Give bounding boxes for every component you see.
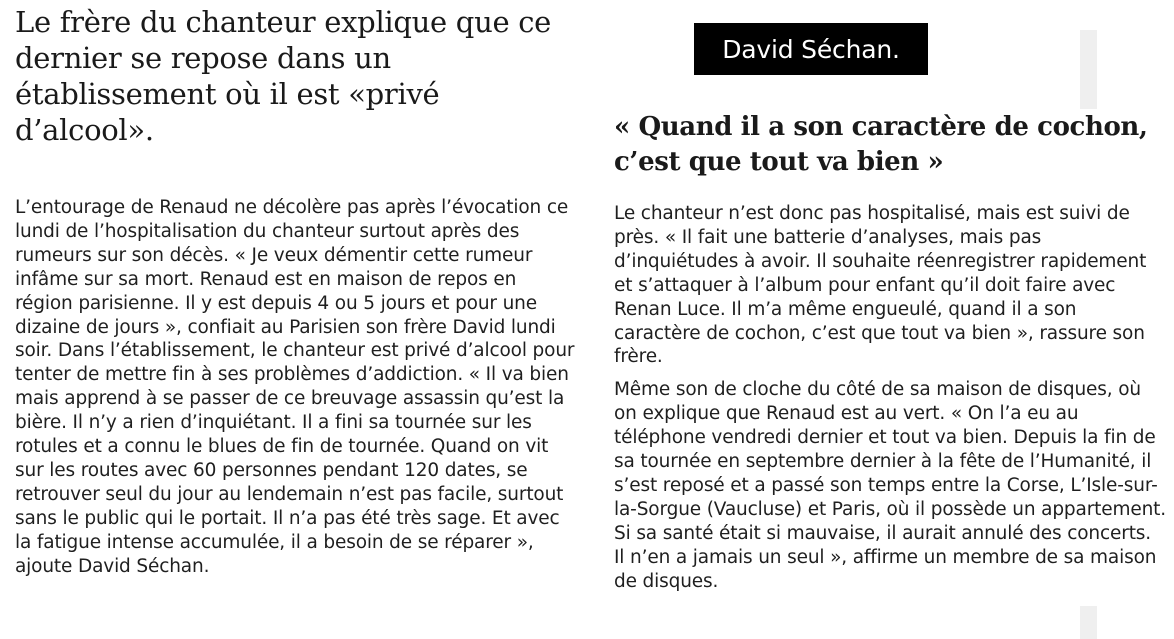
quote-heading: « Quand il a son caractère de cochon, c’est que tout va bien » <box>614 112 1148 177</box>
lead-heading: Le frère du chanteur explique que ce dernier se repose dans un établissement où il est «privé d’alcool». <box>15 5 552 147</box>
article-paragraph: Même son de cloche du côté de sa maison de disques, où on explique que Renaud est au vert. « On l’a eu au téléphone vendredi dernier et tout va bien. Depuis la fin de sa tournée en septembre dernier à la fête de l’Humanité, il s’est reposé et a passé son temps entre la Corse, L’Isle-sur-la-Sorgue (Vaucluse) et Paris, où il possède un appartement. Si sa santé était si mauvaise, il aurait annulé des concerts. Il n’en a jamais un seul », affirme un membre de sa maison de disques. <box>614 379 1167 592</box>
right-column <box>614 110 1166 594</box>
article-paragraph: Le chanteur n’est donc pas hospitalisé, mais est suivi de près. « Il fait une batterie d’analyses, mais pas d’inquiétudes à avoir. Il souhaite réenregistrer rapidement et s’attaquer à l’album pour enfant qu’il doit faire avec Renan Luce. Il m’a même engueulé, quand il a son caractère de cochon, c’est que tout va bien », rassure son frère. <box>614 203 1147 368</box>
photo-caption: David Séchan. <box>722 34 900 64</box>
side-strip-bottom <box>1080 606 1097 639</box>
article-paragraph: L’entourage de Renaud ne décolère pas après l’évocation ce lundi de l’hospitalisation du chanteur surtout après des rumeurs sur son décès. « Je veux démentir cette rumeur infâme sur sa mort. Renaud est en maison de repos en région parisienne. Il y est depuis 4 ou 5 jours et pour une dizaine de jours », confiait au Parisien son frère David lundi soir. Dans l’établissement, le chanteur est privé d’alcool pour tenter de mettre fin à ses problèmes d’addiction. « Il va bien mais apprend à se passer de ce breuvage assassin qu’est la bière. Il n’y a rien d’inquiétant. Il a fini sa tournée sur les rotules et a connu le blues de fin de tournée. Quand on vit sur les routes avec 60 personnes pendant 120 dates, se retrouver seul du jour au lendemain n’est pas facile, surtout sans le public qui le portait. Il n’a pas été très sage. Et avec la fatigue intense accumulée, il a besoin de se réparer », ajoute David Séchan. <box>15 197 575 577</box>
left-column <box>15 4 575 579</box>
side-strip-top <box>1080 30 1097 109</box>
photo-caption-box <box>694 23 928 75</box>
